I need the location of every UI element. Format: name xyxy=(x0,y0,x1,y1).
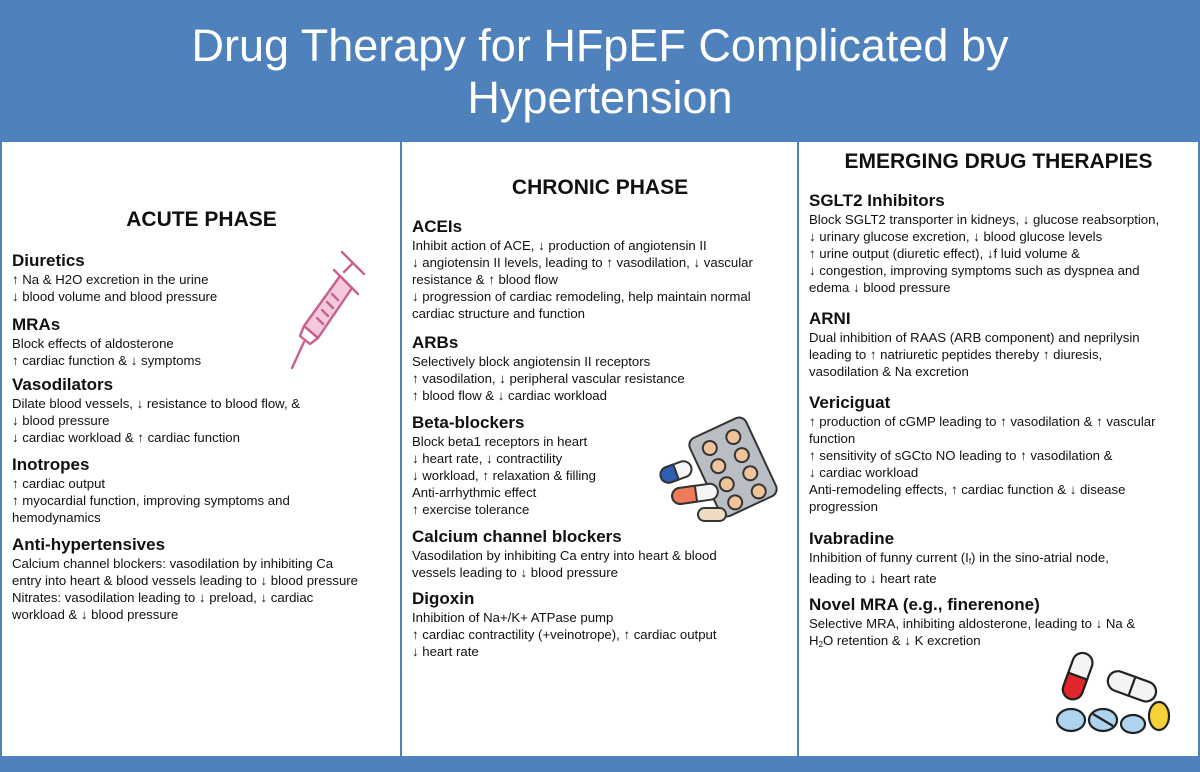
section-line: Nitrates: vasodilation leading to ↓ preload, ↓ cardiac xyxy=(12,590,314,605)
section-line: ↓ blood pressure xyxy=(12,413,110,428)
section-line: Calcium channel blockers: vasodilation by inhibiting Ca xyxy=(12,556,334,571)
section-line: ↑ urine output (diuretic effect), ↓f luid volume & xyxy=(809,246,1080,261)
section-heading: Digoxin xyxy=(412,589,475,608)
section-line: Anti-remodeling effects, ↑ cardiac function & ↓ disease xyxy=(809,482,1126,497)
emerging-therapies-column xyxy=(797,140,1200,758)
line-part: Inhibition of funny current (I xyxy=(809,550,969,565)
section-line: ↓ workload, ↑ relaxation & filling xyxy=(412,468,596,483)
section-calcium-channel-blockers xyxy=(412,526,717,581)
section-line: ↑ sensitivity of sGCto NO leading to ↑ vasodilation & xyxy=(809,448,1113,463)
section-line: vessels leading to ↓ blood pressure xyxy=(412,565,618,580)
section-mras xyxy=(12,314,201,369)
line-part: O retention & ↓ K excretion xyxy=(822,633,981,648)
section-line: entry into heart & blood vessels leading to ↓ blood pressure xyxy=(12,573,359,588)
section-line: ↑ cardiac function & ↓ symptoms xyxy=(12,353,202,368)
section-line: ↓ angiotensin II levels, leading to ↑ vasodilation, ↓ vascular xyxy=(412,255,753,270)
section-line: Block effects of aldosterone xyxy=(12,336,174,351)
section-line: Block beta1 receptors in heart xyxy=(412,434,588,449)
section-line: resistance & ↑ blood flow xyxy=(412,272,558,287)
section-heading: Ivabradine xyxy=(809,529,895,548)
section-line: ↓ urinary glucose excretion, ↓ blood glucose levels xyxy=(809,229,1103,244)
section-line: ↑ vasodilation, ↓ peripheral vascular resistance xyxy=(412,371,685,386)
section-line: leading to ↓ heart rate xyxy=(809,571,937,586)
page-title-line-2: Hypertension xyxy=(467,72,733,123)
section-line: ↓ heart rate, ↓ contractility xyxy=(412,451,563,466)
syringe-icon xyxy=(284,246,394,376)
section-line: Selective MRA, inhibiting aldosterone, leading to ↓ Na & xyxy=(809,616,1136,631)
section-line: ↓ blood volume and blood pressure xyxy=(12,289,218,304)
section-line: function xyxy=(809,431,856,446)
section-heading: ARNI xyxy=(809,309,851,328)
section-heading: Calcium channel blockers xyxy=(412,527,622,546)
section-vasodilators xyxy=(12,374,300,446)
section-heading: Novel MRA (e.g., finerenone) xyxy=(809,595,1040,614)
chronic-phase-title: CHRONIC PHASE xyxy=(511,176,689,199)
section-digoxin xyxy=(412,588,717,660)
section-heading: Vericiguat xyxy=(809,393,891,412)
section-heading: Beta-blockers xyxy=(412,413,525,432)
section-sglt2-inhibitors xyxy=(809,190,1159,296)
section-line: workload & ↓ blood pressure xyxy=(12,607,179,622)
section-line: Dual inhibition of RAAS (ARB component) and neprilysin xyxy=(809,330,1140,345)
section-line: ↑ cardiac output xyxy=(12,476,106,491)
section-line: ↑ production of cGMP leading to ↑ vasodilation & ↑ vascular xyxy=(809,414,1156,429)
section-line: vasodilation & Na excretion xyxy=(809,364,969,379)
section-line xyxy=(809,549,1109,570)
section-aceis xyxy=(412,216,753,322)
acute-phase-column xyxy=(0,140,403,758)
section-line: Vasodilation by inhibiting Ca entry into heart & blood xyxy=(412,548,717,563)
line-part: ) in the sino-atrial node, xyxy=(971,550,1109,565)
title-banner xyxy=(0,0,1200,140)
section-arni xyxy=(809,308,1140,380)
section-heading: Vasodilators xyxy=(12,375,114,394)
section-line: ↓ congestion, improving symptoms such as dyspnea and xyxy=(809,263,1140,278)
page-title-line-1: Drug Therapy for HFpEF Complicated by xyxy=(191,20,1009,71)
line-part: H xyxy=(809,633,819,648)
section-heading: SGLT2 Inhibitors xyxy=(809,191,945,210)
acute-phase-title: ACUTE PHASE xyxy=(126,208,277,231)
chronic-phase-column xyxy=(400,140,800,758)
subscript-f: f xyxy=(968,557,972,566)
pills-icon xyxy=(1053,638,1173,738)
section-heading: ARBs xyxy=(412,333,459,352)
section-line: ↑ myocardial function, improving symptoms and xyxy=(12,493,290,508)
section-line: ↓ cardiac workload xyxy=(809,465,919,480)
section-heading: Diuretics xyxy=(12,251,85,270)
section-line: ↑ blood flow & ↓ cardiac workload xyxy=(412,388,607,403)
section-arbs xyxy=(412,332,685,404)
section-diuretics xyxy=(12,250,217,305)
section-line: ↑ Na & H2O excretion in the urine xyxy=(12,272,209,287)
section-line: Inhibition of Na+/K+ ATPase pump xyxy=(412,610,614,625)
section-inotropes xyxy=(12,454,290,526)
section-line: Anti-arrhythmic effect xyxy=(412,485,537,500)
section-line: hemodynamics xyxy=(12,510,101,525)
section-heading: Inotropes xyxy=(12,455,90,474)
section-line: progression xyxy=(809,499,878,514)
subscript-2: 2 xyxy=(818,640,823,649)
section-vericiguat xyxy=(809,392,1155,515)
section-line: cardiac structure and function xyxy=(412,306,585,321)
pill-blister-icon xyxy=(654,414,789,526)
section-line: leading to ↑ natriuretic peptides thereby ↑ diuresis, xyxy=(809,347,1103,362)
section-line: ↑ cardiac contractility (+veinotrope), ↑ cardiac output xyxy=(412,627,717,642)
section-heading: MRAs xyxy=(12,315,61,334)
section-line: ↓ heart rate xyxy=(412,644,479,659)
emerging-therapies-title: EMERGING DRUG THERAPIES xyxy=(844,150,1153,173)
section-line: Inhibit action of ACE, ↓ production of angiotensin II xyxy=(412,238,707,253)
section-line: ↓ progression of cardiac remodeling, help maintain normal xyxy=(412,289,751,304)
section-line: Dilate blood vessels, ↓ resistance to blood flow, & xyxy=(12,396,301,411)
section-line: ↑ exercise tolerance xyxy=(412,502,530,517)
section-heading: Anti-hypertensives xyxy=(12,535,166,554)
footer-bar xyxy=(0,758,1200,772)
section-line: Block SGLT2 transporter in kidneys, ↓ glucose reabsorption, xyxy=(809,212,1160,227)
section-line: ↓ cardiac workload & ↑ cardiac function xyxy=(12,430,240,445)
section-anti-hypertensives xyxy=(12,534,358,623)
section-line: edema ↓ blood pressure xyxy=(809,280,951,295)
section-heading: ACEIs xyxy=(412,217,463,236)
section-ivabradine xyxy=(809,528,1109,587)
section-beta-blockers xyxy=(412,412,596,518)
section-line: Selectively block angiotensin II receptors xyxy=(412,354,651,369)
